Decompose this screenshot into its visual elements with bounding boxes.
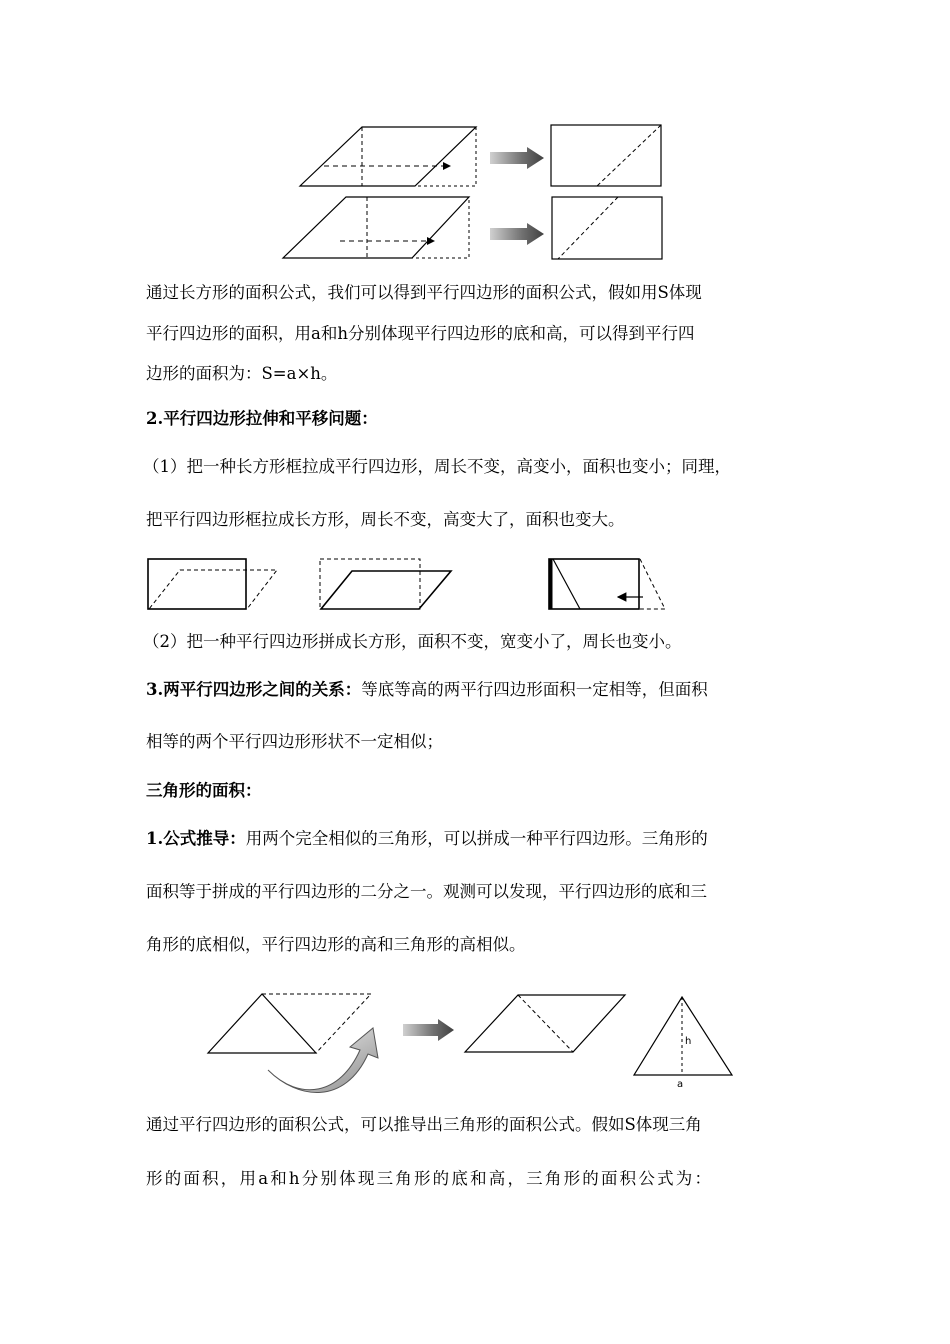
heading-3-label: 3.两平行四边形之间的关系： [146, 680, 362, 699]
paragraph-6: （2）把一种平行四边形拼成长方形，面积不变，宽变小了，周长也变小。 [143, 632, 682, 651]
heading-3-text: 等底等高的两平行四边形面积一定相等，但面积 [361, 680, 708, 699]
paragraph-8: 面积等于拼成的平行四边形的二分之一。观测可以发现，平行四边形的底和三 [146, 882, 707, 901]
rectangle-to-parallelogram [148, 559, 277, 609]
parallelogram-combined [465, 995, 625, 1052]
paragraph-3: 边形的面积为：S=a×h。 [146, 364, 338, 383]
base-label: a [677, 1079, 684, 1090]
rectangle-top [551, 125, 661, 186]
paragraph-4: （1）把一种长方形框拉成平行四边形，周长不变，高变小，面积也变小；同理， [143, 457, 731, 476]
paragraph-2: 平行四边形的面积，用a和h分别体现平行四边形的底和高，可以得到平行四 [146, 324, 695, 343]
shape-arrow-top [490, 147, 544, 169]
figure-parallelogram-to-rectangle [0, 0, 950, 270]
figure-stretch-frames [0, 550, 950, 620]
paragraph-10: 通过平行四边形的面积公式，可以推导出三角形的面积公式。假如S体现三角 [146, 1115, 702, 1134]
parallelogram-bottom [283, 197, 469, 258]
triangle-area-heading: 三角形的面积： [146, 781, 262, 800]
shape-arrow-bottom [490, 223, 544, 245]
paragraph-11: 形的面积，用a和h分别体现三角形的底和高，三角形的面积公式为： [146, 1169, 714, 1188]
height-label: h [685, 1036, 692, 1047]
triangle-pair [208, 994, 371, 1053]
shape-arrow-middle [403, 1019, 454, 1041]
paragraph-5: 把平行四边形框拉成长方形，周长不变，高变大了，面积也变大。 [146, 510, 625, 529]
triangle-with-height [634, 997, 732, 1090]
cut-and-move-frame [549, 559, 665, 609]
parallelogram-top [300, 127, 476, 186]
section-heading-3 [146, 682, 708, 699]
paragraph-7: 相等的两个平行四边形形状不一定相似； [146, 732, 443, 751]
rectangle-bottom [552, 197, 662, 259]
formula-derivation-text: 用两个完全相似的三角形，可以拼成一种平行四边形。三角形的 [245, 829, 708, 848]
formula-derivation-label: 1.公式推导： [146, 829, 246, 848]
paragraph-1: 通过长方形的面积公式，我们可以得到平行四边形的面积公式，假如用S体现 [146, 283, 702, 302]
parallelogram-to-rectangle [320, 559, 451, 609]
rotate-arrow [268, 1028, 378, 1093]
figure-triangle-to-parallelogram [0, 985, 950, 1105]
formula-derivation [146, 831, 708, 848]
paragraph-9: 角形的底相似，平行四边形的高和三角形的高相似。 [146, 935, 526, 954]
section-heading-2: 2.平行四边形拉伸和平移问题： [146, 409, 378, 428]
